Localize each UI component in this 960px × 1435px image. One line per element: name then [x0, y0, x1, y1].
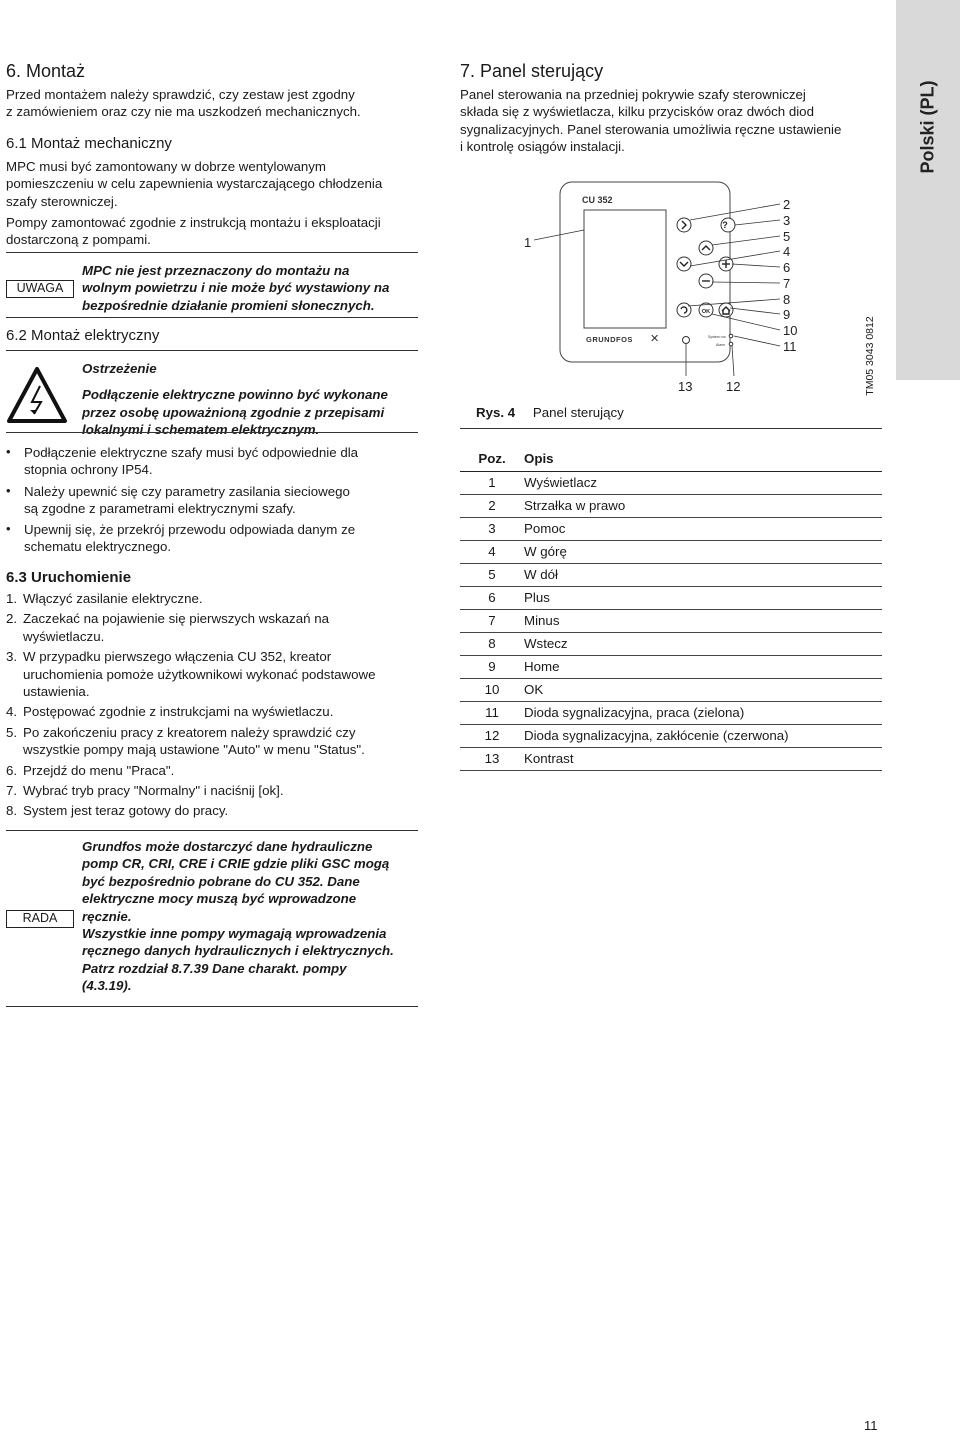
table-row: 13 Kontrast [460, 748, 882, 771]
intro-line: Przed montażem należy sprawdzić, czy zestaw jest zgodny [6, 87, 355, 102]
figure-caption-text: Panel sterujący [532, 405, 624, 420]
callout-12: 12 [726, 379, 741, 394]
list-item: • Upewnij się, że przekrój przewodu odpowiada danym ze schematu elektrycznego. [6, 521, 356, 555]
page-number: 11 [864, 1418, 878, 1433]
callout-2: 2 [783, 197, 791, 212]
callout-8: 8 [783, 292, 791, 307]
contrast-button [683, 337, 690, 344]
arrow-down-button [677, 257, 691, 271]
list-item: • Podłączenie elektryczne szafy musi być odpowiednie dla stopnia ochrony IP54. [6, 444, 359, 478]
electric-hazard-icon [6, 366, 68, 424]
list-item: • Należy upewnić się czy parametry zasilania sieciowego są zgodne z parametrami elektrycznymi szafy. [6, 483, 350, 517]
list-item: 7. Wybrać tryb pracy "Normalny" i naciśnij [ok]. [6, 783, 284, 799]
back-button [677, 303, 691, 317]
language-label: Polski (PL) [917, 80, 938, 174]
table-row: 11 Dioda sygnalizacyjna, praca (zielona) [460, 702, 882, 725]
rada-tag: RADA [6, 910, 74, 928]
section-6-3-title: 6.3 Uruchomienie [6, 569, 132, 586]
table-row: 6 Plus [460, 587, 882, 610]
rada-note: Grundfos może dostarczyć dane hydrauliczne pomp CR, CRI, CRE i CRIE gdzie pliki GSC mogą być bezpośrednio pobrane do CU 352. Dane elektryczne mocy muszą być wprowadzone ręcznie. Wszystkie inne pompy wymagają wprowadzenia ręcznego danych hydraulicznych i elektrycznych. Patrz rozdział 8.7.39 Dane charakt. pompy (4.3.19). [82, 839, 394, 994]
led-system-run-label: System run [708, 335, 726, 339]
list-item: 1. Włączyć zasilanie elektryczne. [6, 591, 203, 606]
home-button [719, 303, 733, 317]
arrow-right-button [677, 218, 691, 232]
table-header: Poz. Opis [460, 448, 882, 472]
divider [6, 252, 418, 253]
table-row: 2 Strzałka w prawo [460, 495, 882, 518]
list-item: 2. Zaczekać na pojawienie się pierwszych wskazań na wyświetlaczu. [6, 611, 329, 644]
table-row: 10 OK [460, 679, 882, 702]
list-item: 4. Postępować zgodnie z instrukcjami na wyświetlaczu. [6, 704, 334, 720]
list-item: 6. Przejdź do menu "Praca". [6, 762, 175, 778]
divider [6, 1006, 418, 1007]
led-alarm-label: Alarm [716, 343, 726, 347]
table-row: 12 Dioda sygnalizacyjna, zakłócenie (czerwona) [460, 725, 882, 748]
brand-mark-icon: ✕ [650, 332, 660, 345]
section-6 [6, 60, 426, 82]
display-screen [584, 210, 666, 328]
callout-10: 10 [783, 323, 798, 338]
table-row: 9 Home [460, 656, 882, 679]
section-7-intro: Panel sterowania na przedniej pokrywie szafy sterowniczej składa się z wyświetlacza, kilku przycisków oraz dwóch diod sygnalizacyjnych. Panel sterowania umożliwia ręczne ustawienie i kontrolę osiągów instalacji. [460, 87, 842, 155]
led-system-run [729, 334, 733, 338]
warning-note: Ostrzeżenie Podłączenie elektryczne powinno być wykonane przez osobę upoważnioną zgodnie z przepisami lokalnymi i schematem elektrycznym. [82, 360, 422, 439]
divider [460, 428, 882, 429]
divider [6, 317, 418, 318]
warning-title: Ostrzeżenie [82, 361, 157, 376]
callout-11: 11 [783, 339, 797, 354]
section-7-title: 7. Panel sterujący [460, 61, 604, 81]
section-6-1-title: 6.1 Montaż mechaniczny [6, 135, 172, 152]
position-table [460, 448, 882, 771]
uwaga-note: MPC nie jest przeznaczony do montażu na wolnym powietrzu i nie może być wystawiony na bezpośrednie działanie promieni słonecznych. [82, 263, 390, 313]
section-6-1-paragraph-1: MPC musi być zamontowany w dobrze wentylowanym pomieszczeniu w celu zapewnienia wystarczającego chłodzenia szafy sterowniczej. [6, 159, 383, 209]
callout-6: 6 [783, 260, 791, 275]
list-item: 3. W przypadku pierwszego włączenia CU 352, kreator uruchomienia pomoże użytkownikowi wykonać podstawowe ustawienia. [6, 649, 376, 700]
led-alarm [729, 342, 733, 346]
table-row: 3 Pomoc [460, 518, 882, 541]
callout-4: 4 [783, 244, 791, 259]
table-row: 5 W dół [460, 564, 882, 587]
section-6-2-title: 6.2 Montaż elektryczny [6, 327, 160, 344]
callout-13: 13 [678, 379, 693, 394]
callout-7: 7 [783, 276, 791, 291]
section-6-title: 6. Montaż [6, 61, 86, 81]
startup-steps [6, 590, 416, 823]
control-panel-figure [460, 170, 880, 402]
help-icon: ? [722, 220, 728, 230]
list-item: 5. Po zakończeniu pracy z kreatorem należy sprawdzić czy wszystkie pompy mają ustawione "Auto" w menu "Status". [6, 724, 365, 758]
divider [6, 432, 418, 433]
arrow-up-button [699, 241, 713, 255]
section-6-1-paragraph-2: Pompy zamontować zgodnie z instrukcją montażu i eksploatacji dostarczoną z pompami. [6, 215, 381, 248]
section-6-intro [6, 86, 426, 121]
language-sidebar [896, 0, 960, 380]
intro-line: z zamówieniem oraz czy nie ma uszkodzeń mechanicznych. [6, 104, 361, 120]
divider [6, 350, 418, 351]
callout-5: 5 [783, 229, 791, 244]
table-row: 1 Wyświetlacz [460, 472, 882, 495]
table-row: 7 Minus [460, 610, 882, 633]
callout-3: 3 [783, 213, 791, 228]
uwaga-tag: UWAGA [6, 280, 74, 298]
figure-caption-label: Rys. 4 [476, 405, 516, 420]
callout-9: 9 [783, 307, 791, 322]
figure-caption [476, 405, 624, 420]
callout-1: 1 [524, 235, 532, 250]
list-item: 8. System jest teraz gotowy do pracy. [6, 803, 229, 819]
figure-code: TM05 3043 0812 [864, 316, 876, 396]
divider [6, 830, 418, 831]
ok-label: OK [701, 309, 711, 315]
table-row: 8 Wstecz [460, 633, 882, 656]
table-row: 4 W górę [460, 541, 882, 564]
brand-logo: GRUNDFOS [586, 335, 633, 344]
panel-model: CU 352 [582, 195, 613, 205]
